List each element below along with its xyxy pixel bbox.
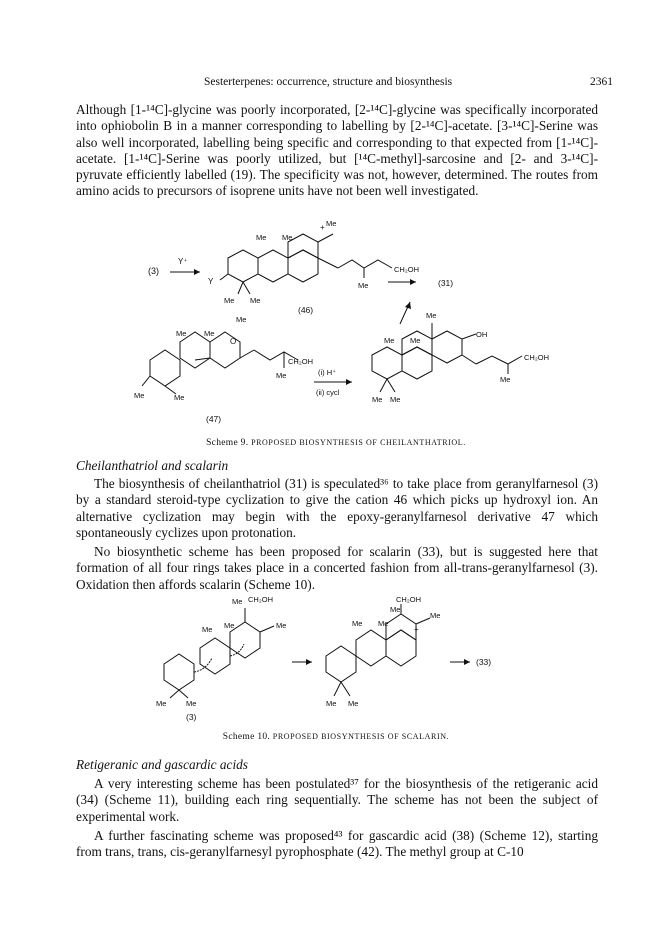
label-me-47b: Me xyxy=(176,329,187,338)
label-ch2oh-3: CH₂OH xyxy=(248,595,273,604)
page-number: 2361 xyxy=(590,76,613,88)
label-me-3c: Me xyxy=(202,625,213,634)
label-me-3a: Me xyxy=(232,597,243,606)
paragraph-5: A further fascinating scheme was proposed⁴³ for gascardic acid (38) (Scheme 12), starting from trans, trans, cis-geranylfarnesyl pyrophosphate (42). The methyl group at C-10 xyxy=(76,828,598,860)
label-plus-46: + xyxy=(320,223,325,232)
label-step-ii: (ii) cycl xyxy=(316,388,340,397)
label-me-31a: Me xyxy=(426,311,437,320)
label-me-46d: Me xyxy=(358,281,369,290)
label-y: Y xyxy=(208,277,214,286)
label-ch2oh-31: CH₂OH xyxy=(524,353,549,362)
label-me-3e: Me xyxy=(156,699,167,708)
label-me-47d: Me xyxy=(276,371,287,380)
label-me-31d: Me xyxy=(500,375,511,384)
label-o-47: O xyxy=(230,337,237,346)
label-me-46c: Me xyxy=(282,233,293,242)
label-me-3d: Me xyxy=(224,621,235,630)
paragraph-2: The biosynthesis of cheilanthatriol (31) is speculated³⁶ to take place from geranylfarnesol (3) by a standard steroid-type cyclization to give the cation 46 which picks up hydroxyl ion. An alternative cyclization may begin with the epoxy-geranylfarnesol derivative 47 which spontaneously cyclizes upon protonation. xyxy=(76,476,598,540)
scheme-9-caption xyxy=(0,438,672,448)
compound-3-structure xyxy=(164,608,274,698)
label-me-31e: Me xyxy=(372,395,383,404)
scheme-9-caption-prefix: Scheme 9. xyxy=(206,438,249,448)
label-y-plus: Y⁺ xyxy=(178,257,188,266)
paragraph-1: Although [1-¹⁴C]-glycine was poorly incorporated, [2-¹⁴C]-glycine was specifically incorporated into ophiobolin B in a manner corresponding to labelling by [2-¹⁴C]-acetate. [3-¹⁴C]-Serine was also well incorporated, labelling being specific and corresponding to that expected from [1-¹⁴C]-acetate. [1-¹⁴C]-Serine was poorly utilized, but [¹⁴C-methyl]-sarcosine and [2- and 3-¹⁴C]-pyruvate efficiently labelled (19). The specificity was not, however, determined. The routes from amino acids to precursors of isoprene units have not been well investigated. xyxy=(76,102,598,199)
section-heading-2: Retigeranic and gascardic acids xyxy=(76,757,248,772)
label-me-46a: Me xyxy=(326,219,337,228)
label-me-id: Me xyxy=(378,619,389,628)
label-me-31f: Me xyxy=(390,395,401,404)
label-me-46f: Me xyxy=(250,296,261,305)
label-me-if: Me xyxy=(348,699,359,708)
scheme-10-caption xyxy=(0,732,672,742)
label-me-3b: Me xyxy=(276,621,287,630)
label-me-ib: Me xyxy=(430,611,441,620)
label-step-i: (i) H⁺ xyxy=(318,368,337,377)
label-me-46b: Me xyxy=(256,233,267,242)
label-3: (3) xyxy=(148,266,159,276)
scheme-10-caption-text: PROPOSED BIOSYNTHESIS OF SCALARIN. xyxy=(272,732,450,741)
label-me-47f: Me xyxy=(174,393,185,402)
label-31: (31) xyxy=(438,278,454,288)
label-me-ic: Me xyxy=(352,619,363,628)
paragraph-4: A very interesting scheme has been postulated³⁷ for the biosynthesis of the retigeranic acid (34) (Scheme 11), building each ring sequentially. The scheme has not been the subject of experimental work. xyxy=(76,776,598,824)
label-me-ia: Me xyxy=(390,605,401,614)
label-46: (46) xyxy=(298,305,314,315)
label-me-31c: Me xyxy=(410,336,421,345)
label-me-31b: Me xyxy=(384,336,395,345)
label-me-47c: Me xyxy=(204,329,215,338)
label-me-46e: Me xyxy=(224,296,235,305)
scheme-9-caption-text: PROPOSED BIOSYNTHESIS OF CHEILANTHATRIOL. xyxy=(251,438,466,447)
label-47: (47) xyxy=(206,414,222,424)
paragraph-3: No biosynthetic scheme has been proposed for scalarin (33), but is suggested here that formation of all four rings takes place in a concerted fashion from all-trans-geranylfarnesol (3). Oxidation then affords scalarin (Scheme 10). xyxy=(76,544,598,592)
scheme-10-figure xyxy=(150,592,510,722)
label-ch2oh-47: CH₂OH xyxy=(288,357,313,366)
label-oh-31: OH xyxy=(476,330,488,339)
label-me-3f: Me xyxy=(186,699,197,708)
scheme-10-caption-prefix: Scheme 10. xyxy=(222,732,271,742)
running-head-title: Sesterterpenes: occurrence, structure and biosynthesis xyxy=(204,76,453,88)
cation-intermediate-structure xyxy=(326,604,430,696)
label-plus-i: + xyxy=(414,625,419,634)
scheme-9-figure xyxy=(120,210,550,425)
label-me-47e: Me xyxy=(134,391,145,400)
label-ch2oh-i: CH₂OH xyxy=(396,595,421,604)
label-3-s10: (3) xyxy=(186,712,197,722)
label-33: (33) xyxy=(476,657,492,667)
compound-47-structure xyxy=(142,332,298,394)
section-heading-1: Cheilanthatriol and scalarin xyxy=(76,458,229,473)
label-me-47a: Me xyxy=(236,315,247,324)
label-ch2oh-46: CH₂OH xyxy=(394,265,419,274)
label-me-ie: Me xyxy=(326,699,337,708)
